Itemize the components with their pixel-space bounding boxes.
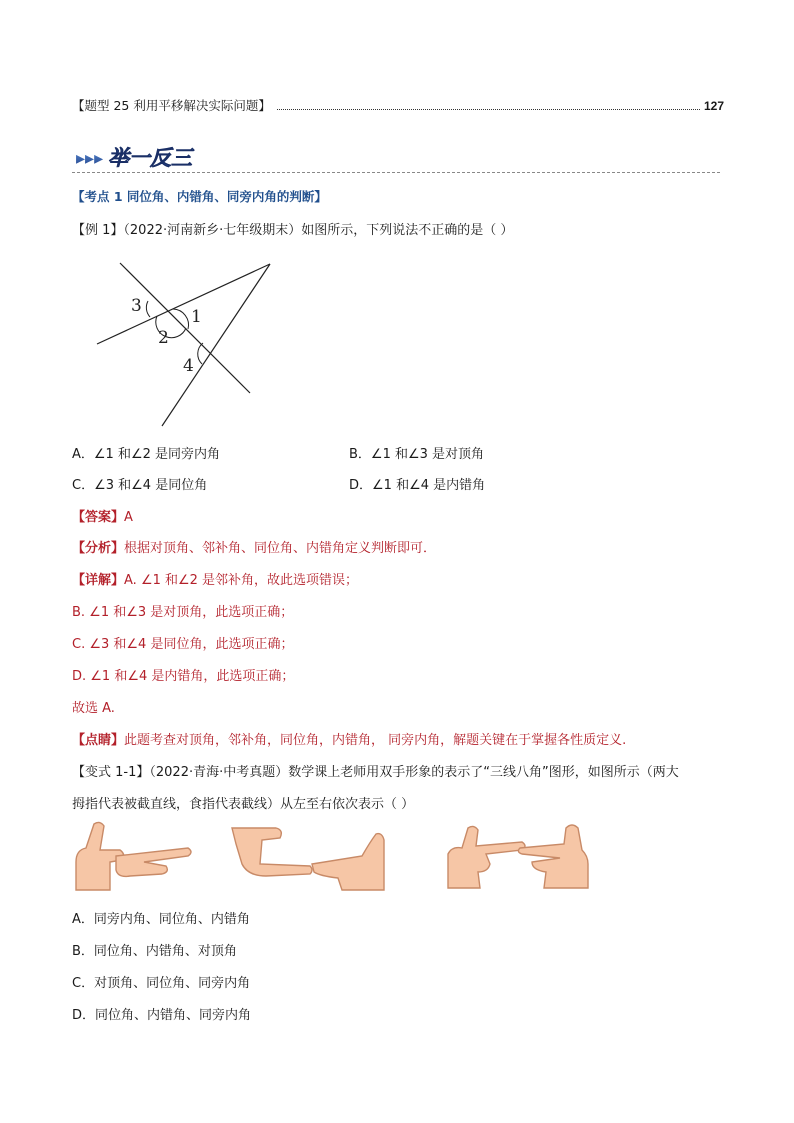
hand-gestures-figure bbox=[70, 820, 610, 898]
conclusion-text: 故选 A. bbox=[72, 701, 115, 716]
angle-label-2: 2 bbox=[158, 328, 169, 348]
hand-3-right bbox=[518, 825, 588, 888]
angle-label-3: 3 bbox=[131, 296, 142, 316]
answer-line bbox=[72, 506, 133, 525]
variant-option-a[interactable]: A．同旁内角、同位角、内错角 bbox=[72, 912, 250, 927]
hand-2-right bbox=[312, 834, 384, 890]
analysis-text: 根据对顶角、邻补角、同位角、内错角定义判断即可． bbox=[124, 541, 437, 556]
section-divider bbox=[72, 172, 720, 173]
variant-1-stem-line-2: 拇指代表被截直线，食指代表截线）从左至右依次表示（ ） bbox=[72, 797, 415, 812]
detail-line-1 bbox=[72, 569, 358, 588]
example-1-stem bbox=[72, 219, 513, 238]
hand-pair-3 bbox=[448, 825, 588, 888]
option-b[interactable]: B．∠1 和∠3 是对顶角 bbox=[349, 447, 485, 462]
option-a[interactable]: A．∠1 和∠2 是同旁内角 bbox=[72, 447, 221, 462]
section-banner bbox=[74, 142, 204, 176]
comment-text: 此题考查对顶角，邻补角，同位角，内错角， 同旁内角，解题关键在于掌握各性质定义. bbox=[124, 733, 627, 748]
angle-figure bbox=[90, 258, 280, 430]
banner-arrows-icon: ▸▸▸ bbox=[76, 148, 104, 169]
hand-pair-1 bbox=[76, 822, 191, 890]
detail-label: 【详解】 bbox=[72, 573, 125, 588]
detail-text-b: B. ∠1 和∠3 是对顶角，此选项正确； bbox=[72, 605, 294, 620]
variant-1-stem-line-1 bbox=[72, 761, 679, 780]
variant-option-b[interactable]: B．同位角、内错角、对顶角 bbox=[72, 944, 237, 959]
detail-text-c: C. ∠3 和∠4 是同位角，此选项正确； bbox=[72, 637, 294, 652]
detail-text-a: A. ∠1 和∠2 是邻补角，故此选项错误； bbox=[124, 573, 359, 588]
hand-1-right bbox=[116, 848, 191, 876]
option-c[interactable]: C．∠3 和∠4 是同位角 bbox=[72, 478, 208, 493]
banner-title: 举一反三 bbox=[108, 146, 192, 170]
angle-label-1: 1 bbox=[191, 307, 202, 327]
option-d[interactable]: D．∠1 和∠4 是内错角 bbox=[349, 478, 486, 493]
variant-option-d[interactable]: D．同位角、内错角、同旁内角 bbox=[72, 1008, 252, 1023]
toc-entry-label: 【题型 25 利用平移解决实际问题】 bbox=[72, 98, 271, 113]
example-1-prefix: 【例 1】 bbox=[72, 223, 124, 238]
variant-1-question-1: 数学课上老师用双手形象的表示了“三线八角”图形，如图所示（两大 bbox=[288, 765, 679, 780]
comment-line bbox=[72, 729, 626, 748]
variant-1-source: （2022·青海·中考真题） bbox=[149, 765, 289, 780]
toc-entry[interactable] bbox=[72, 96, 724, 114]
hand-pair-2 bbox=[232, 828, 384, 890]
hand-3-left bbox=[448, 826, 525, 888]
answer-label: 【答案】 bbox=[72, 510, 125, 525]
variant-option-c[interactable]: C．对顶角、同位角、同旁内角 bbox=[72, 976, 251, 991]
angle-label-4: 4 bbox=[183, 356, 194, 376]
hand-2-left bbox=[232, 828, 312, 876]
example-1-question: 如图所示，下列说法不正确的是（ ） bbox=[301, 223, 514, 238]
toc-entry-page: 127 bbox=[703, 99, 724, 113]
analysis-line bbox=[72, 537, 436, 556]
example-1-source: （2022·河南新乡·七年级期末） bbox=[123, 223, 302, 238]
toc-leader-dots bbox=[277, 109, 700, 110]
topic-heading: 【考点 1 同位角、内错角、同旁内角的判断】 bbox=[72, 189, 327, 204]
variant-1-prefix: 【变式 1-1】 bbox=[72, 765, 150, 780]
comment-label: 【点睛】 bbox=[72, 733, 125, 748]
answer-value: A bbox=[124, 510, 133, 525]
angle-arc-4 bbox=[198, 343, 203, 364]
analysis-label: 【分析】 bbox=[72, 541, 125, 556]
figure-line-c bbox=[162, 264, 270, 426]
banner-graphic bbox=[74, 142, 204, 172]
detail-text-d: D. ∠1 和∠4 是内错角，此选项正确； bbox=[72, 669, 295, 684]
angle-arc-3 bbox=[146, 301, 150, 317]
